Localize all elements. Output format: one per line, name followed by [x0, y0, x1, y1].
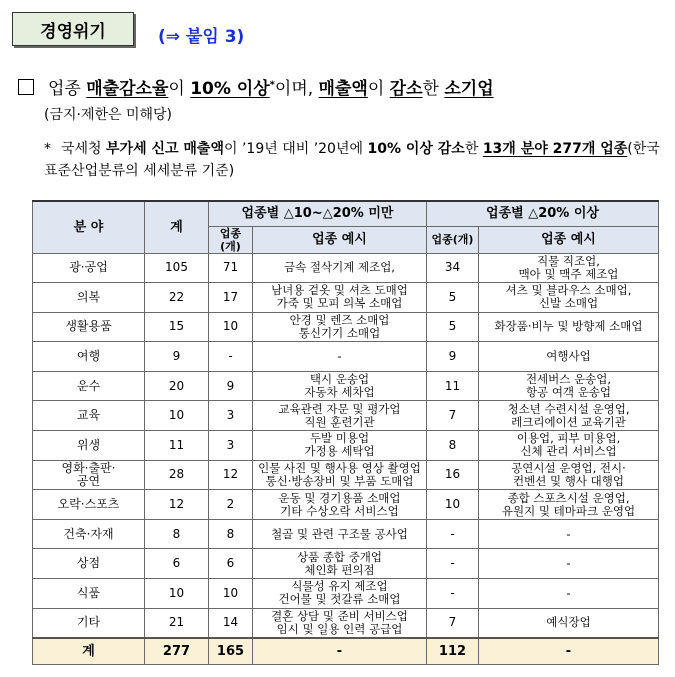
example-10-20-cell-text: 상품 종합 중개업 — [296, 549, 383, 564]
total-cell — [145, 579, 209, 609]
example-10-20-cell-text: 통신기기 소매업 — [298, 325, 381, 340]
count-10-20-cell-text: 8 — [226, 526, 235, 541]
count-20-plus-cell — [427, 519, 479, 549]
example-20-plus-cell — [479, 312, 659, 342]
total-cell — [145, 371, 209, 401]
example-10-20-cell-text: 통신·방송장비 및 부품 도매업 — [265, 473, 414, 488]
example-20-plus-cell-text: 유원지 및 테마파크 운영업 — [501, 503, 636, 518]
table-row — [33, 490, 659, 520]
field-cell-text: 기타 — [76, 615, 101, 630]
example-10-20-cell-text: 직원 훈련기관 — [304, 414, 375, 429]
example-10-20-cell-text: 운동 및 경기용품 소매업 — [278, 490, 401, 505]
example-10-20-cell — [253, 312, 427, 342]
header-field: 분 야 — [33, 201, 145, 253]
field-cell — [33, 253, 145, 283]
total-cell-text: 10 — [168, 408, 185, 423]
field-cell — [33, 579, 145, 609]
count-10-20-cell — [209, 253, 253, 283]
footnote-text: 13개 분야 277개 업종 — [482, 141, 628, 157]
table-row — [33, 312, 659, 342]
count-10-20-cell — [209, 490, 253, 520]
example-10-20-cell — [253, 401, 427, 431]
count-20-plus-cell-text: 7 — [448, 615, 457, 630]
criteria-text: 이 — [367, 79, 390, 99]
criteria-text: 업종 — [48, 79, 87, 99]
count-10-20-cell — [209, 401, 253, 431]
table-row — [33, 371, 659, 401]
criteria-text: 이며, — [274, 79, 319, 99]
field-cell — [33, 490, 145, 520]
footnote-text: 한 — [464, 141, 483, 157]
example-10-20-cell — [253, 253, 427, 283]
footnote-text: 이 ’19년 대비 ’20년에 — [223, 141, 368, 157]
example-10-20-cell-text: 금속 절삭기계 제조업, — [284, 260, 395, 275]
count-10-20-cell-text: 3 — [226, 437, 235, 452]
count-20-plus-cell-text: - — [450, 585, 455, 600]
field-cell — [33, 519, 145, 549]
example-20-plus-cell — [479, 608, 659, 638]
total-cell-text: 10 — [168, 585, 185, 600]
criteria-subnote: (금지·제한은 미해당) — [44, 107, 173, 123]
count-10-20-cell — [209, 431, 253, 461]
example-20-plus-cell — [479, 371, 659, 401]
total-cell — [145, 312, 209, 342]
field-cell — [33, 431, 145, 461]
table-row — [33, 431, 659, 461]
total-cell-text: 8 — [172, 526, 181, 541]
total-cell — [145, 283, 209, 313]
example-20-plus-cell — [479, 519, 659, 549]
example-10-20-cell-text: 건어물 및 젓갈류 소매업 — [278, 592, 401, 607]
industry-table — [32, 200, 659, 665]
total-cell — [145, 519, 209, 549]
count-20-plus-cell — [427, 371, 479, 401]
count-20-plus-cell-text: 34 — [444, 260, 461, 275]
table-row — [33, 579, 659, 609]
example-20-plus-cell-text: 컨벤션 및 행사 대행업 — [513, 473, 624, 488]
example-10-20-cell-text: 택시 운송업 — [309, 372, 370, 387]
count-20-plus-cell — [427, 253, 479, 283]
field-cell-text: 공연 — [76, 473, 101, 488]
count-20-plus-cell-text: 5 — [448, 289, 457, 304]
count-10-20-cell-text: 3 — [226, 408, 235, 423]
count-20-plus-cell-text: 7 — [448, 408, 457, 423]
count-10-20-cell — [209, 312, 253, 342]
field-cell — [33, 283, 145, 313]
count-10-20-cell-text: 17 — [222, 289, 239, 304]
total-cell-text: 15 — [168, 319, 185, 334]
example-20-plus-cell — [479, 431, 659, 461]
field-cell — [33, 460, 145, 490]
example-10-20-cell-text: 가죽 및 모피 의복 소매업 — [276, 296, 403, 311]
example-20-plus-cell-text: 종합 스포츠시설 운영업, — [507, 490, 630, 505]
attachment-reference: (⇒ 붙임 3) — [158, 27, 245, 47]
example-20-plus-cell-text: 전세버스 운송업, — [525, 372, 612, 387]
total-cell-text: 105 — [165, 260, 188, 275]
field-cell — [33, 342, 145, 372]
total-cell-text: 20 — [168, 378, 185, 393]
example-10-20-cell — [253, 342, 427, 372]
count-20-plus-cell — [427, 549, 479, 579]
example-20-plus-cell-text: 청소년 수련시설 운영업, — [507, 401, 630, 416]
example-10-20-cell-text: 체인화 편의점 — [304, 562, 375, 577]
field-cell — [33, 371, 145, 401]
count-20-plus-cell-text: 5 — [448, 319, 457, 334]
criteria-text: 매출감소율 — [86, 79, 169, 99]
table-row — [33, 342, 659, 372]
count-10-20-cell — [209, 371, 253, 401]
example-20-plus-cell — [479, 490, 659, 520]
example-20-plus-cell — [479, 253, 659, 283]
total-cell-text: 11 — [168, 437, 185, 452]
example-20-plus-cell-text: 항공 여객 운송업 — [525, 385, 612, 400]
table-row — [33, 401, 659, 431]
count-20-plus-cell — [427, 312, 479, 342]
count-20-plus-cell-text: 9 — [448, 349, 457, 364]
total-cell-text: 28 — [168, 467, 185, 482]
header-count: 업종(개) — [209, 226, 253, 253]
total-cell-text: 9 — [172, 349, 181, 364]
count-10-20-cell-text: 10 — [222, 585, 239, 600]
total-cell-text: 22 — [168, 289, 185, 304]
total-cell — [145, 549, 209, 579]
total-cell — [145, 253, 209, 283]
count-10-20-cell-text: 71 — [222, 260, 239, 275]
example-10-20-cell — [253, 283, 427, 313]
example-10-20-cell-text: 두발 미용업 — [309, 431, 370, 446]
count-10-20-cell-text: - — [228, 349, 233, 364]
table-row — [33, 549, 659, 579]
footnote-text: (한국표준산업분류의 세세분류 기준) — [44, 141, 660, 179]
footnote — [44, 138, 664, 182]
table-row — [33, 283, 659, 313]
count-20-plus-cell — [427, 342, 479, 372]
count-10-20-cell-text: 12 — [222, 467, 239, 482]
example-20-plus-cell — [479, 549, 659, 579]
example-10-20-cell-text: 식물성 유지 제조업 — [291, 579, 388, 594]
example-10-20-cell-text: 가정용 세탁업 — [304, 444, 375, 459]
criteria-text: 소기업 — [444, 79, 494, 99]
criteria-line — [18, 74, 494, 99]
criteria-text: 매출액 — [318, 79, 368, 99]
example-20-plus-cell-text: 셔츠 및 블라우스 소매업, — [505, 283, 632, 298]
example-10-20-cell-text: 결혼 상담 및 준비 서비스업 — [271, 608, 408, 623]
example-10-20-cell — [253, 519, 427, 549]
count-10-20-cell-text: 14 — [222, 615, 239, 630]
count-10-20-cell — [209, 519, 253, 549]
count-20-plus-cell-text: 10 — [444, 497, 461, 512]
count-10-20-cell-text: 6 — [226, 556, 235, 571]
header-total: 계 — [145, 201, 209, 253]
header-example: 업종 예시 — [253, 226, 427, 253]
table-row — [33, 460, 659, 490]
total-example-10-20: - — [253, 638, 427, 665]
example-20-plus-cell-text: 예식장업 — [546, 615, 591, 630]
example-20-plus-cell-text: 맥아 및 맥주 제조업 — [518, 266, 619, 281]
field-cell-text: 오락·스포츠 — [57, 497, 120, 512]
category-tag — [12, 12, 134, 46]
example-10-20-cell — [253, 608, 427, 638]
example-20-plus-cell-text: 공연시설 운영업, 전시· — [511, 460, 626, 475]
field-cell-text: 건축·자재 — [63, 526, 114, 541]
criteria-text: 감소 — [389, 79, 423, 99]
field-cell-text: 영화·출판· — [61, 460, 116, 475]
field-cell-text: 위생 — [76, 437, 101, 452]
footnote-marker: * — [269, 79, 275, 91]
count-20-plus-cell — [427, 431, 479, 461]
field-cell-text: 광·공업 — [69, 260, 108, 275]
example-20-plus-cell-text: 레크리에이션 교육기관 — [511, 414, 626, 429]
total-cell — [145, 401, 209, 431]
count-10-20-cell-text: 9 — [226, 378, 235, 393]
count-10-20-cell — [209, 549, 253, 579]
field-cell — [33, 312, 145, 342]
table-row — [33, 519, 659, 549]
field-cell-text: 의복 — [76, 289, 101, 304]
total-cell — [145, 490, 209, 520]
example-20-plus-cell — [479, 342, 659, 372]
field-cell — [33, 549, 145, 579]
total-count-10-20: 165 — [209, 638, 253, 665]
count-20-plus-cell — [427, 579, 479, 609]
field-cell-text: 식품 — [76, 585, 101, 600]
field-cell-text: 상점 — [76, 556, 101, 571]
field-cell-text: 여행 — [76, 349, 101, 364]
example-10-20-cell-text: 철골 및 관련 구조물 공사업 — [271, 526, 408, 541]
total-row — [33, 638, 659, 665]
example-10-20-cell-text: 인물 사진 및 행사용 영상 촬영업 — [258, 460, 421, 475]
example-20-plus-cell-text: 여행사업 — [546, 349, 591, 364]
example-20-plus-cell-text: - — [566, 585, 571, 600]
count-10-20-cell-text: 10 — [222, 319, 239, 334]
example-10-20-cell-text: 교육관련 자문 및 평가업 — [278, 401, 401, 416]
total-cell-text: 21 — [168, 615, 185, 630]
table-row — [33, 253, 659, 283]
count-20-plus-cell-text: 16 — [444, 467, 461, 482]
example-20-plus-cell-text: 이용업, 피부 미용업, — [516, 431, 621, 446]
count-10-20-cell — [209, 608, 253, 638]
count-20-plus-cell-text: 11 — [444, 378, 461, 393]
count-20-plus-cell-text: - — [450, 556, 455, 571]
count-20-plus-cell — [427, 401, 479, 431]
total-cell-text: 6 — [172, 556, 181, 571]
example-20-plus-cell-text: 화장품·비누 및 방향제 소매업 — [494, 319, 643, 334]
total-cell — [145, 342, 209, 372]
total-cell — [145, 431, 209, 461]
example-10-20-cell-text: 안경 및 렌즈 소매업 — [289, 312, 390, 327]
example-10-20-cell-text: 임시 및 일용 인력 공급업 — [276, 621, 403, 636]
field-cell-text: 교육 — [76, 408, 101, 423]
example-20-plus-cell — [479, 283, 659, 313]
count-10-20-cell — [209, 342, 253, 372]
total-count-20-plus: 112 — [427, 638, 479, 665]
count-10-20-cell — [209, 283, 253, 313]
example-20-plus-cell-text: - — [566, 556, 571, 571]
example-20-plus-cell-text: 직물 직조업, — [537, 253, 600, 268]
total-count: 277 — [145, 638, 209, 665]
count-20-plus-cell — [427, 490, 479, 520]
total-cell — [145, 460, 209, 490]
example-10-20-cell-text: 남녀용 겉옷 및 셔츠 도매업 — [271, 283, 408, 298]
footnote-text: 국세청 — [61, 141, 107, 157]
example-20-plus-cell — [479, 401, 659, 431]
header-group-20-plus: 업종별 △20% 이상 — [427, 201, 659, 226]
field-cell-text: 운수 — [76, 378, 101, 393]
count-20-plus-cell — [427, 460, 479, 490]
example-20-plus-cell-text: 신발 소매업 — [538, 296, 599, 311]
count-20-plus-cell — [427, 608, 479, 638]
example-20-plus-cell — [479, 579, 659, 609]
example-10-20-cell — [253, 460, 427, 490]
count-20-plus-cell-text: 8 — [448, 437, 457, 452]
criteria-text: 이 — [168, 79, 191, 99]
total-cell-text: 12 — [168, 497, 185, 512]
count-20-plus-cell-text: - — [450, 526, 455, 541]
footnote-marker: * — [44, 141, 51, 157]
total-label: 계 — [33, 638, 145, 665]
criteria-text: 10% 이상 — [190, 79, 270, 99]
table-row — [33, 608, 659, 638]
example-10-20-cell-text: 자동차 세차업 — [304, 385, 375, 400]
example-10-20-cell — [253, 431, 427, 461]
criteria-text: 한 — [422, 79, 445, 99]
example-10-20-cell-text: - — [337, 349, 342, 364]
checkbox-icon — [18, 79, 34, 95]
footnote-text: 부가세 신고 매출액 — [106, 141, 224, 157]
example-20-plus-cell-text: - — [566, 526, 571, 541]
count-10-20-cell — [209, 460, 253, 490]
example-20-plus-cell-text: 신체 관리 서비스업 — [520, 444, 617, 459]
count-10-20-cell-text: 2 — [226, 497, 235, 512]
footnote-text: 10% 이상 감소 — [367, 141, 465, 157]
count-10-20-cell — [209, 579, 253, 609]
category-tag-label: 경영위기 — [40, 21, 106, 42]
count-20-plus-cell — [427, 283, 479, 313]
field-cell — [33, 401, 145, 431]
example-10-20-cell — [253, 579, 427, 609]
header-example: 업종 예시 — [479, 226, 659, 253]
total-example-20-plus: - — [479, 638, 659, 665]
field-cell-text: 생활용품 — [65, 319, 112, 334]
header-group-10-20: 업종별 △10~△20% 미만 — [209, 201, 427, 226]
header-count: 업종(개) — [427, 226, 479, 253]
example-10-20-cell — [253, 490, 427, 520]
example-10-20-cell — [253, 549, 427, 579]
example-20-plus-cell — [479, 460, 659, 490]
field-cell — [33, 608, 145, 638]
total-cell — [145, 608, 209, 638]
example-10-20-cell-text: 기타 수상오락 서비스업 — [280, 503, 399, 518]
example-10-20-cell — [253, 371, 427, 401]
